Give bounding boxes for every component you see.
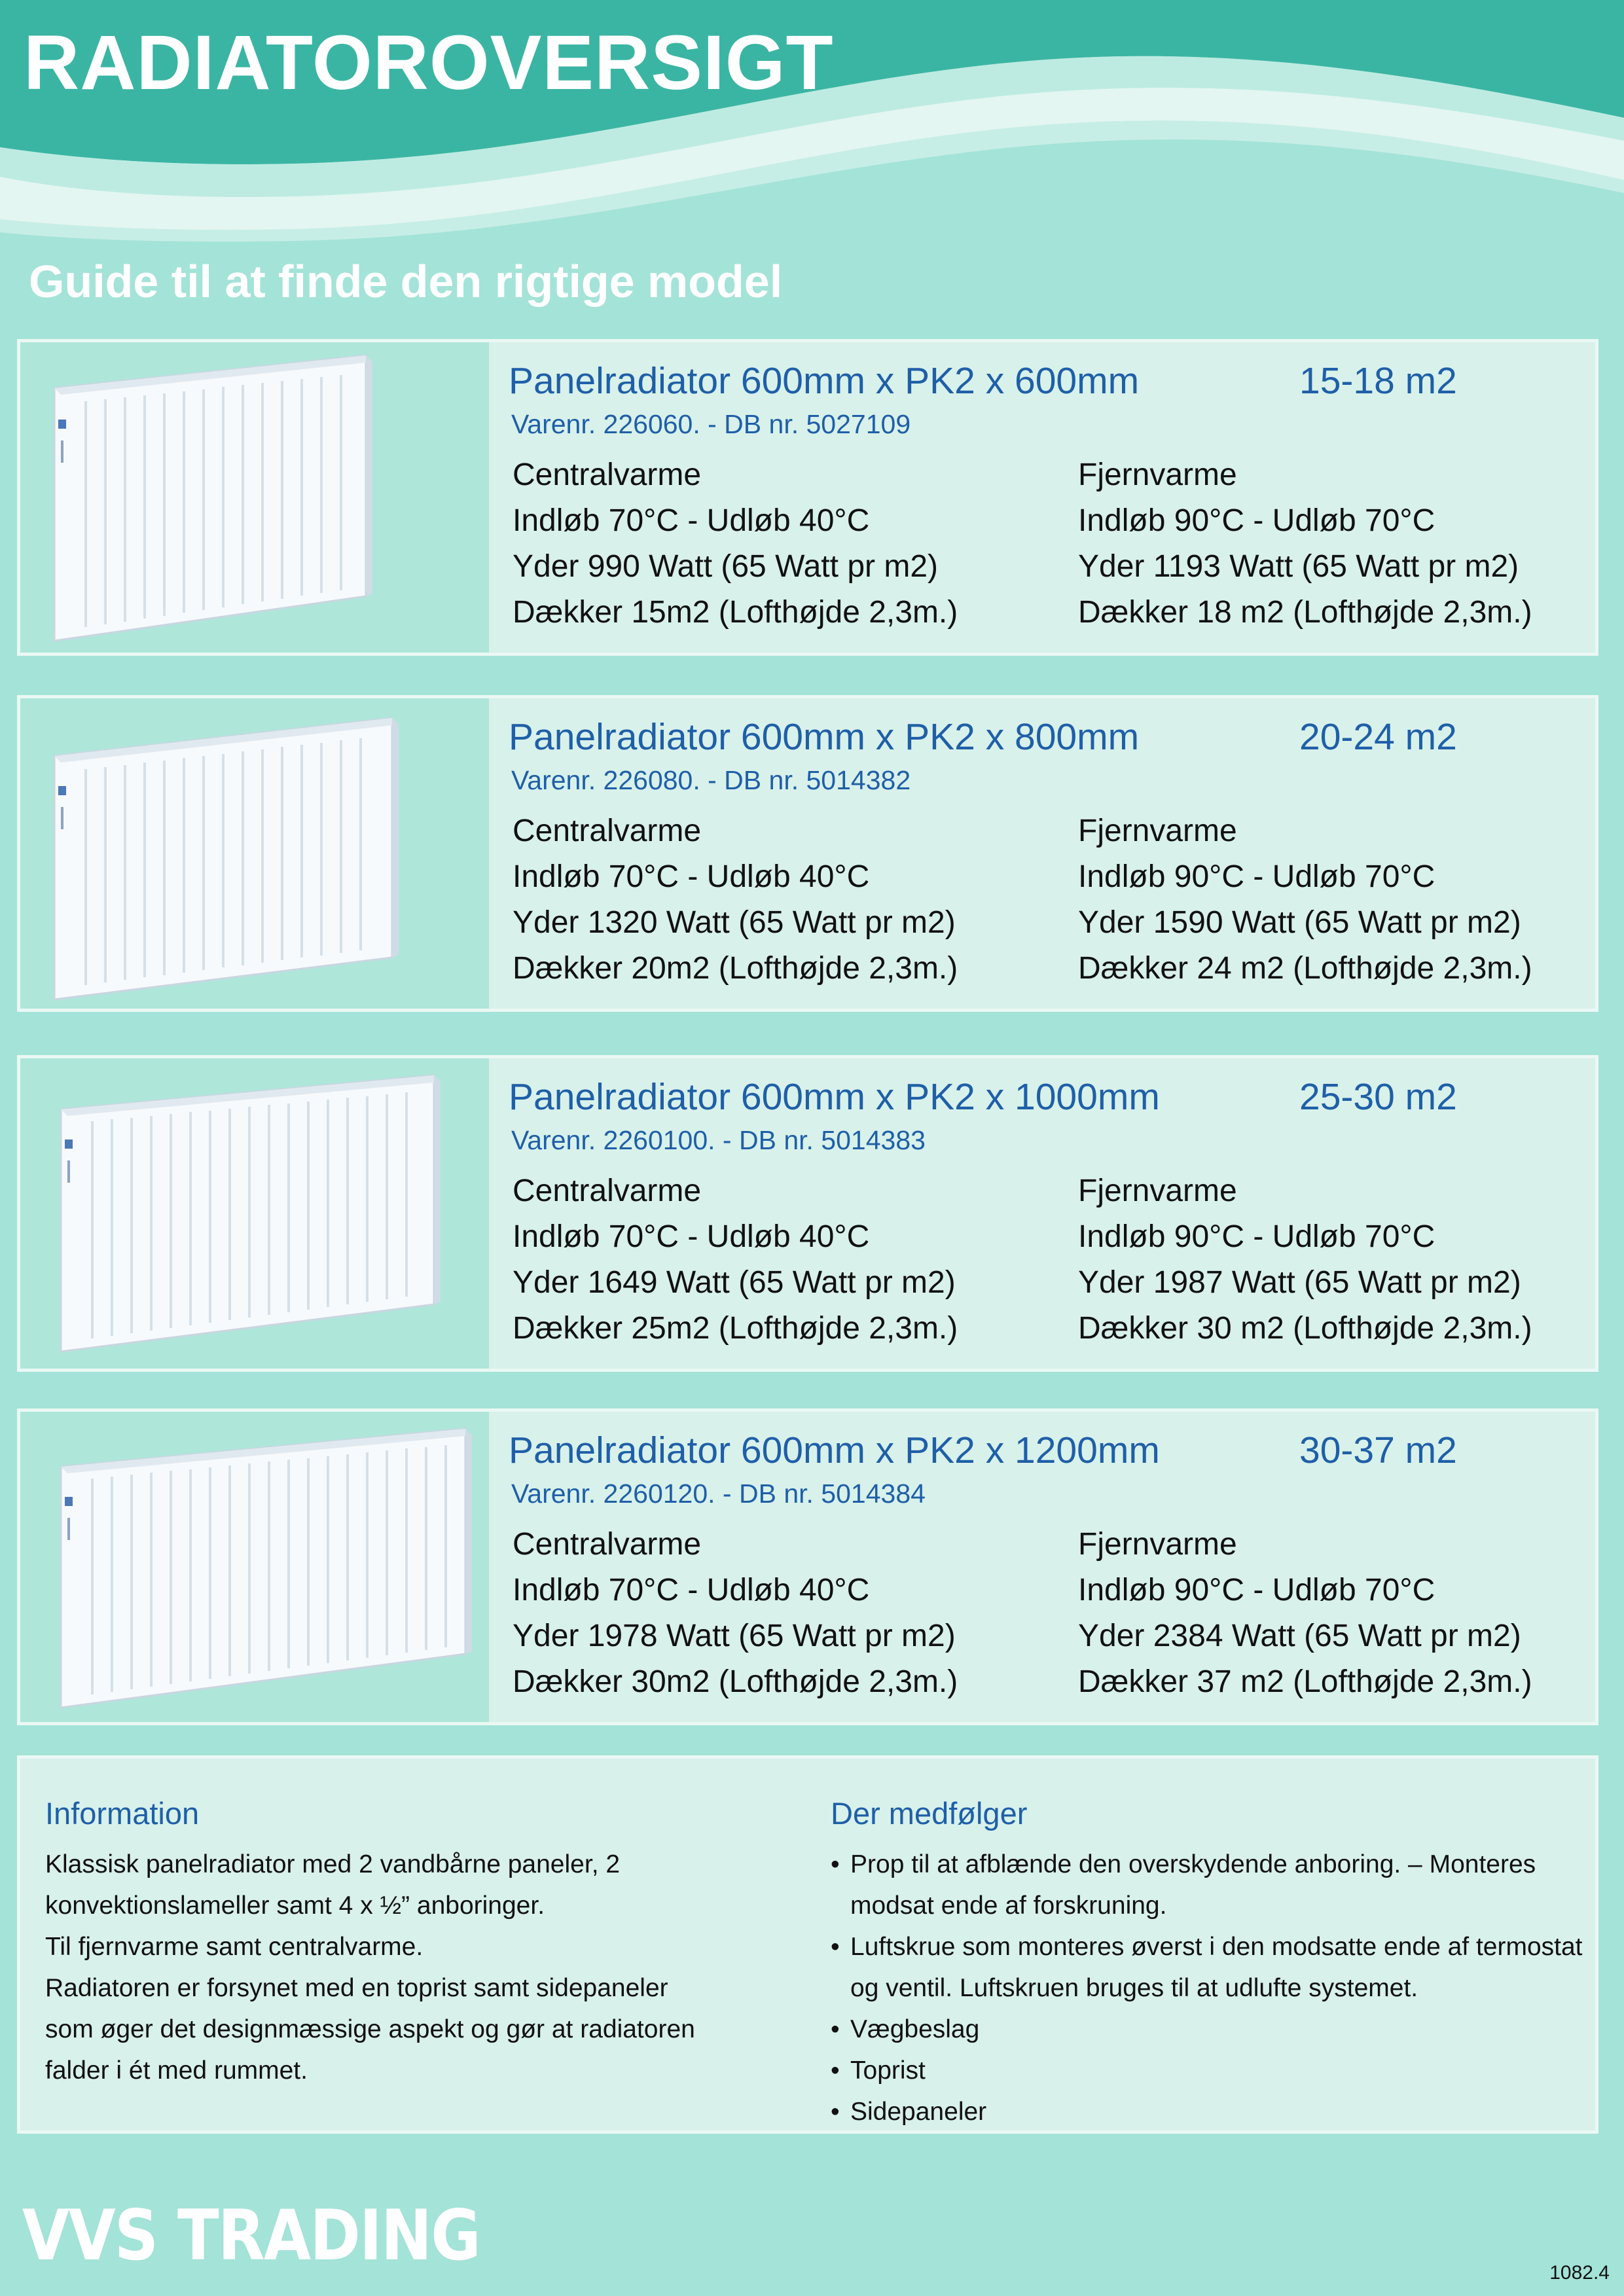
- page-title: RADIATOROVERSIGT: [24, 20, 834, 106]
- product-card: [17, 695, 1598, 1012]
- district-output: Yder 1987 Watt (65 Watt pr m2): [1078, 1265, 1521, 1300]
- radiator-image: [20, 698, 489, 1009]
- central-heating-specs: [513, 452, 958, 636]
- radiator-image: [20, 1412, 489, 1722]
- central-output: Yder 990 Watt (65 Watt pr m2): [513, 549, 938, 584]
- page-subtitle: Guide til at finde den rigtige model: [29, 256, 783, 307]
- product-area: 15-18 m2: [1299, 360, 1457, 402]
- central-output: Yder 1978 Watt (65 Watt pr m2): [513, 1619, 956, 1653]
- district-heating-specs: [1078, 452, 1532, 636]
- district-output: Yder 1193 Watt (65 Watt pr m2): [1078, 549, 1519, 584]
- information-line: som øger det designmæssige aspekt og gør at radiatoren: [45, 2015, 695, 2043]
- product-card: [17, 1408, 1598, 1725]
- radiator-image: [20, 342, 489, 653]
- central-coverage: Dækker 15m2 (Lofthøjde 2,3m.): [513, 595, 958, 630]
- district-temperature: Indløb 90°C - Udløb 70°C: [1078, 1573, 1435, 1607]
- central-heating-specs: [513, 808, 958, 992]
- central-temperature: Indløb 70°C - Udløb 40°C: [513, 503, 870, 538]
- district-heating-specs: [1078, 1522, 1532, 1705]
- district-coverage: Dækker 24 m2 (Lofthøjde 2,3m.): [1078, 951, 1532, 986]
- product-area: 30-37 m2: [1299, 1429, 1457, 1471]
- district-coverage: Dækker 37 m2 (Lofthøjde 2,3m.): [1078, 1664, 1532, 1699]
- information-line: Radiatoren er forsynet med en toprist samt sidepaneler: [45, 1974, 668, 2002]
- district-heading: Fjernvarme: [1078, 814, 1237, 848]
- product-title: Panelradiator 600mm x PK2 x 1200mm: [509, 1429, 1160, 1471]
- central-temperature: Indløb 70°C - Udløb 40°C: [513, 1573, 870, 1607]
- radiator-image: [20, 1058, 489, 1369]
- information-line: Til fjernvarme samt centralvarme.: [45, 1933, 424, 1961]
- product-title: Panelradiator 600mm x PK2 x 600mm: [509, 360, 1140, 402]
- included-item: • Prop til at afblænde den overskydende anboring. – Monteres modsat ende af forskruning.: [831, 1844, 1590, 1926]
- information-line: Klassisk panelradiator med 2 vandbårne paneler, 2: [45, 1850, 621, 1878]
- information-box: [17, 1755, 1598, 2134]
- included-item: • Luftskrue som monteres øverst i den modsatte ende af termostat og ventil. Luftskruen bruges til at udlufte systemet.: [831, 1926, 1590, 2009]
- district-output: Yder 2384 Watt (65 Watt pr m2): [1078, 1619, 1521, 1653]
- district-heading: Fjernvarme: [1078, 1174, 1237, 1208]
- central-coverage: Dækker 20m2 (Lofthøjde 2,3m.): [513, 951, 958, 986]
- included-item: • Sidepaneler: [831, 2091, 1590, 2132]
- central-heading: Centralvarme: [513, 1174, 702, 1208]
- district-output: Yder 1590 Watt (65 Watt pr m2): [1078, 905, 1521, 940]
- district-coverage: Dækker 30 m2 (Lofthøjde 2,3m.): [1078, 1311, 1532, 1346]
- product-code: Varenr. 2260100. - DB nr. 5014383: [511, 1125, 926, 1155]
- product-area: 20-24 m2: [1299, 716, 1457, 758]
- included-item: • Toprist: [831, 2050, 1590, 2091]
- product-code: Varenr. 2260120. - DB nr. 5014384: [511, 1479, 926, 1509]
- information-line: falder i ét med rummet.: [45, 2056, 308, 2085]
- product-code: Varenr. 226080. - DB nr. 5014382: [511, 765, 911, 795]
- central-temperature: Indløb 70°C - Udløb 40°C: [513, 1219, 870, 1254]
- included-list: [831, 1844, 1590, 2132]
- district-heading: Fjernvarme: [1078, 1527, 1237, 1562]
- district-coverage: Dækker 18 m2 (Lofthøjde 2,3m.): [1078, 595, 1532, 630]
- document-number: 1082.4: [1549, 2262, 1610, 2284]
- district-temperature: Indløb 90°C - Udløb 70°C: [1078, 503, 1435, 538]
- included-heading: Der medfølger: [831, 1796, 1028, 1831]
- central-output: Yder 1649 Watt (65 Watt pr m2): [513, 1265, 956, 1300]
- information-line: konvektionslameller samt 4 x ½” anboringer.: [45, 1892, 545, 1920]
- central-heating-specs: [513, 1168, 958, 1352]
- central-heating-specs: [513, 1522, 958, 1705]
- product-title: Panelradiator 600mm x PK2 x 1000mm: [509, 1076, 1160, 1118]
- district-heading: Fjernvarme: [1078, 457, 1237, 492]
- central-heading: Centralvarme: [513, 1527, 702, 1562]
- central-temperature: Indløb 70°C - Udløb 40°C: [513, 859, 870, 894]
- information-text: [45, 1844, 778, 2091]
- district-temperature: Indløb 90°C - Udløb 70°C: [1078, 1219, 1435, 1254]
- central-coverage: Dækker 30m2 (Lofthøjde 2,3m.): [513, 1664, 958, 1699]
- central-heading: Centralvarme: [513, 457, 702, 492]
- included-item: • Vægbeslag: [831, 2009, 1590, 2050]
- district-temperature: Indløb 90°C - Udløb 70°C: [1078, 859, 1435, 894]
- central-output: Yder 1320 Watt (65 Watt pr m2): [513, 905, 956, 940]
- district-heating-specs: [1078, 1168, 1532, 1352]
- product-card: [17, 339, 1598, 656]
- product-title: Panelradiator 600mm x PK2 x 800mm: [509, 716, 1140, 758]
- district-heating-specs: [1078, 808, 1532, 992]
- product-card: [17, 1055, 1598, 1372]
- central-heading: Centralvarme: [513, 814, 702, 848]
- information-heading: Information: [45, 1796, 200, 1831]
- product-area: 25-30 m2: [1299, 1076, 1457, 1118]
- product-code: Varenr. 226060. - DB nr. 5027109: [511, 409, 911, 439]
- brand-logo: VVS TRADING: [22, 2195, 480, 2276]
- central-coverage: Dækker 25m2 (Lofthøjde 2,3m.): [513, 1311, 958, 1346]
